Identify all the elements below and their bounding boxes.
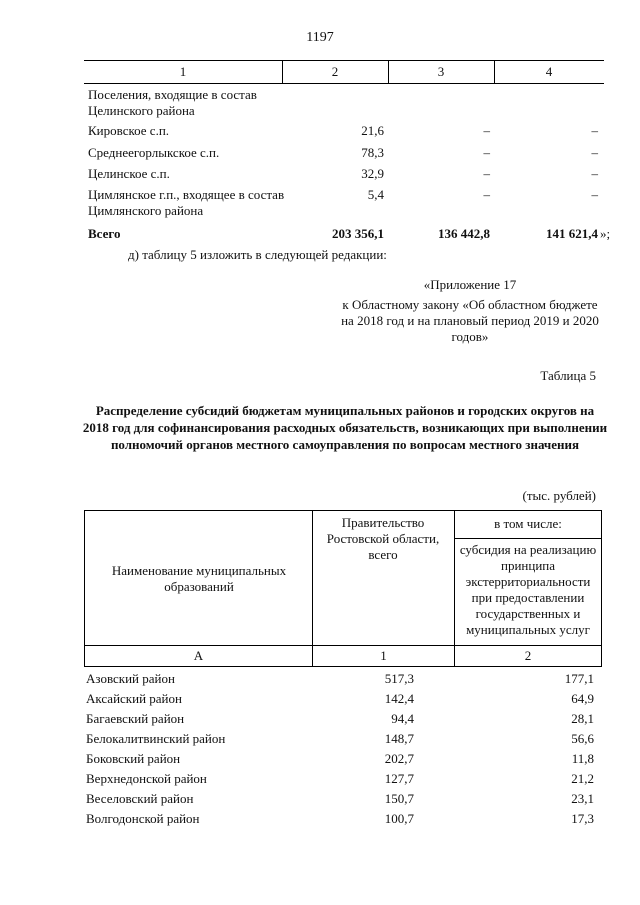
header-col-1: 1: [179, 64, 187, 79]
row-v2: 56,6: [571, 731, 594, 746]
row-c2: 78,3: [361, 145, 384, 160]
row-c2: 21,6: [361, 123, 384, 138]
header-col-4: 4: [545, 64, 553, 79]
row-c2: 32,9: [361, 166, 384, 181]
table-row: [86, 691, 594, 711]
row-name: Среднеегорлыкское с.п.: [88, 145, 220, 160]
total-label: Всего: [88, 226, 121, 241]
col-name-header: Наименование муниципальных образований: [111, 563, 287, 594]
row-v1: 148,7: [384, 731, 414, 746]
row-c4: –: [591, 166, 598, 181]
row-name: Целинское с.п.: [88, 166, 170, 181]
row-name: Цимлянское г.п., входящее в состав Цимлянского района: [88, 187, 285, 218]
table-title: Распределение субсидий бюджетам муниципальных районов и городских округов на 2018 год для софинансирования расходных обязательств, возникающих при выполнении полномочий органов местного самоуправления по вопросам местного значения: [82, 403, 608, 452]
index-1: 1: [380, 648, 387, 663]
row-v1: 150,7: [384, 791, 414, 806]
row-c2: 5,4: [367, 187, 384, 202]
row-c3: –: [483, 123, 490, 138]
index-2: 2: [524, 648, 532, 663]
table-row: [86, 731, 594, 751]
total-c3: 136 442,8: [438, 226, 490, 241]
row-c3: –: [483, 166, 490, 181]
appendix-line-1: «Приложение 17: [423, 277, 517, 292]
row-name: Багаевский район: [86, 711, 185, 726]
appendix-line-2: к Областному закону «Об областном бюджете на 2018 год и на плановый период 2019 и 2020 годов»: [341, 297, 599, 344]
row-c3: –: [483, 145, 490, 160]
index-A: А: [193, 648, 204, 663]
table-label: Таблица 5: [540, 368, 596, 383]
row-name: Верхнедонской район: [86, 771, 207, 786]
total-tail: »;: [600, 226, 611, 241]
table-row: [86, 751, 594, 771]
table5-header: [84, 510, 602, 667]
total-c4: 141 621,4: [546, 226, 598, 241]
table-row: [86, 711, 594, 731]
row-v2: 21,2: [571, 771, 594, 786]
row-v1: 127,7: [384, 771, 414, 786]
row-name: Аксайский район: [86, 691, 182, 706]
row-c4: –: [591, 145, 598, 160]
row-v1: 202,7: [384, 751, 414, 766]
row-v2: 28,1: [571, 711, 594, 726]
row-name: Веселовский район: [86, 791, 194, 806]
table-row: [86, 671, 594, 691]
row-v1: 142,4: [384, 691, 414, 706]
row-v1: 100,7: [384, 811, 414, 826]
row-v2: 11,8: [571, 751, 594, 766]
row-name: Кировское с.п.: [88, 123, 170, 138]
total-c2: 203 356,1: [332, 226, 384, 241]
table-top-header: [84, 60, 604, 84]
col2-header: субсидия на реализацию принципа экстерриториальности при предоставлении государственных и муниципальных услуг: [459, 542, 597, 637]
table-row: [86, 791, 594, 811]
row-name: Волгодонской район: [86, 811, 200, 826]
header-col-2: 2: [331, 64, 339, 79]
row-name: Боковский район: [86, 751, 181, 766]
table-row: [86, 811, 594, 831]
group-label: Поселения, входящие в состав Целинского района: [88, 87, 257, 118]
col1-header: Правительство Ростовской области, всего: [326, 515, 440, 562]
row-c3: –: [483, 187, 490, 202]
units-label: (тыс. рублей): [522, 488, 596, 503]
instruction-text: д) таблицу 5 изложить в следующей редакции:: [128, 247, 387, 262]
table-row: [86, 771, 594, 791]
header-col-3: 3: [437, 64, 445, 79]
row-c4: –: [591, 187, 598, 202]
row-v2: 177,1: [564, 671, 594, 686]
page-number: 1197: [306, 30, 334, 45]
row-name: Азовский район: [86, 671, 175, 686]
col2-group-header: в том числе:: [494, 516, 562, 531]
row-c4: –: [591, 123, 598, 138]
row-v1: 517,3: [384, 671, 414, 686]
row-name: Белокалитвинский район: [86, 731, 226, 746]
row-v2: 23,1: [571, 791, 594, 806]
row-v1: 94,4: [391, 711, 414, 726]
row-v2: 17,3: [571, 811, 594, 826]
row-v2: 64,9: [571, 691, 594, 706]
